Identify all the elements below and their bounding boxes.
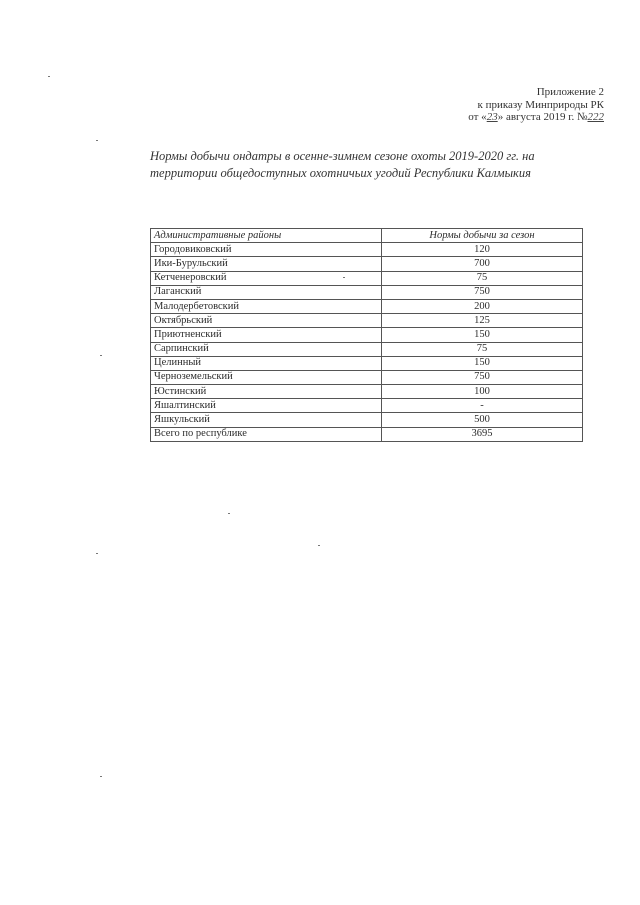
title-line-2: территории общедоступных охотничьих угодий Республики Калмыкия	[150, 166, 531, 180]
table-total-row	[151, 427, 583, 441]
district-cell: Кетченеровский	[151, 271, 382, 285]
scan-speck	[343, 277, 345, 278]
table-row	[151, 299, 583, 313]
order-reference: к приказу Минприроды РК	[477, 98, 604, 111]
district-cell: Сарпинский	[151, 342, 382, 356]
order-date-line	[468, 111, 604, 124]
total-value-cell: 3695	[382, 427, 583, 441]
quota-cell: 700	[382, 257, 583, 271]
table-row	[151, 328, 583, 342]
district-cell: Юстинский	[151, 385, 382, 399]
district-cell: Городовиковский	[151, 243, 382, 257]
column-header-district: Административные районы	[151, 229, 382, 243]
quota-cell: 100	[382, 385, 583, 399]
quota-cell: -	[382, 399, 583, 413]
quota-cell: 150	[382, 356, 583, 370]
table-row	[151, 243, 583, 257]
order-date-middle: » августа 2019 г. №	[497, 111, 588, 123]
quota-cell: 200	[382, 299, 583, 313]
district-cell: Ики-Бурульский	[151, 257, 382, 271]
table-row	[151, 271, 583, 285]
quota-cell: 120	[382, 243, 583, 257]
table-row	[151, 356, 583, 370]
order-day: 23	[486, 111, 498, 123]
order-number: 222	[587, 111, 604, 123]
table-row	[151, 285, 583, 299]
district-cell: Яшкульский	[151, 413, 382, 427]
title-line-1: Нормы добычи ондатры в осенне-зимнем сезоне охоты 2019-2020 гг. на	[150, 149, 535, 163]
district-cell: Малодербетовский	[151, 299, 382, 313]
total-label-cell: Всего по республике	[151, 427, 382, 441]
district-cell: Октябрьский	[151, 314, 382, 328]
scan-speck	[96, 140, 98, 141]
table-row	[151, 370, 583, 384]
scan-speck	[100, 776, 102, 777]
table-row	[151, 314, 583, 328]
scan-speck	[96, 553, 98, 554]
table-header-row	[151, 229, 583, 243]
quota-cell: 150	[382, 328, 583, 342]
district-cell: Приютненский	[151, 328, 382, 342]
table-row	[151, 399, 583, 413]
district-cell: Черноземельский	[151, 370, 382, 384]
quota-cell: 75	[382, 342, 583, 356]
scan-speck	[48, 76, 50, 77]
order-date-prefix: от «	[468, 111, 487, 123]
quota-cell: 75	[382, 271, 583, 285]
district-cell: Целинный	[151, 356, 382, 370]
table-row	[151, 342, 583, 356]
quota-cell: 500	[382, 413, 583, 427]
scan-speck	[318, 545, 320, 546]
table-row	[151, 385, 583, 399]
district-cell: Лаганский	[151, 285, 382, 299]
quota-cell: 750	[382, 285, 583, 299]
scan-speck	[228, 513, 230, 514]
scan-speck	[100, 355, 102, 356]
table-row	[151, 413, 583, 427]
quota-table	[150, 228, 583, 442]
appendix-header	[468, 86, 604, 124]
appendix-label: Приложение 2	[536, 86, 604, 98]
column-header-quota: Нормы добычи за сезон	[382, 229, 583, 243]
document-title	[150, 148, 590, 182]
table-row	[151, 257, 583, 271]
district-cell: Яшалтинский	[151, 399, 382, 413]
quota-cell: 750	[382, 370, 583, 384]
quota-cell: 125	[382, 314, 583, 328]
